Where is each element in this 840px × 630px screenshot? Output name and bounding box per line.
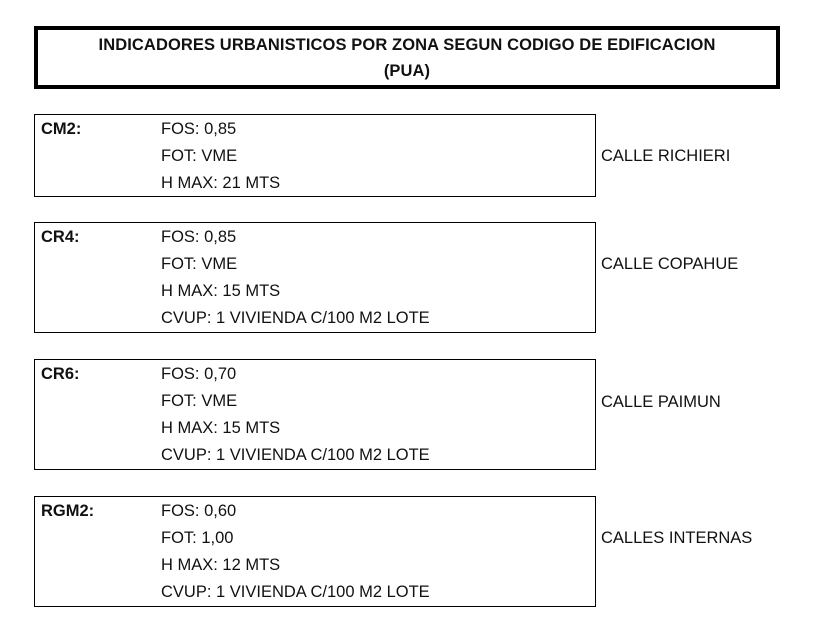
indicator-fos: FOS: 0,60 (161, 502, 237, 520)
zone-indicators (161, 116, 280, 197)
title-line-1: INDICADORES URBANISTICOS POR ZONA SEGUN CODIGO DE EDIFICACION (98, 35, 716, 54)
zone-indicators (161, 224, 430, 332)
zone-street-rgm2: CALLES INTERNAS (601, 529, 753, 547)
indicator-cvup: CVUP: 1 VIVIENDA C/100 M2 LOTE (161, 583, 430, 601)
zone-indicators (161, 361, 430, 469)
indicator-hmax: H MAX: 15 MTS (161, 419, 281, 437)
zone-code: CM2: (41, 120, 82, 138)
zone-code: CR6: (41, 365, 80, 383)
zone-box-cm2 (34, 114, 596, 197)
indicator-hmax: H MAX: 15 MTS (161, 282, 281, 300)
zone-box-cr6 (34, 359, 596, 470)
indicator-fot: FOT: VME (161, 147, 238, 165)
indicator-fot: FOT: VME (161, 255, 238, 273)
indicator-cvup: CVUP: 1 VIVIENDA C/100 M2 LOTE (161, 309, 430, 327)
indicator-fos: FOS: 0,85 (161, 228, 237, 246)
indicator-fot: FOT: 1,00 (161, 529, 234, 547)
indicator-hmax: H MAX: 21 MTS (161, 174, 281, 192)
zone-box-rgm2 (34, 496, 596, 607)
zone-code: RGM2: (41, 502, 95, 520)
indicator-fos: FOS: 0,70 (161, 365, 237, 383)
zone-street-cm2: CALLE RICHIERI (601, 147, 731, 165)
indicator-hmax: H MAX: 12 MTS (161, 556, 281, 574)
indicator-cvup: CVUP: 1 VIVIENDA C/100 M2 LOTE (161, 446, 430, 464)
zone-code: CR4: (41, 228, 80, 246)
title-line-2: (PUA) (383, 61, 431, 80)
zone-street-cr6: CALLE PAIMUN (601, 393, 721, 411)
indicator-fot: FOT: VME (161, 392, 238, 410)
document-title (34, 26, 780, 89)
zone-street-cr4: CALLE COPAHUE (601, 255, 739, 273)
zone-indicators (161, 498, 430, 606)
zone-box-cr4 (34, 222, 596, 333)
indicator-fos: FOS: 0,85 (161, 120, 237, 138)
